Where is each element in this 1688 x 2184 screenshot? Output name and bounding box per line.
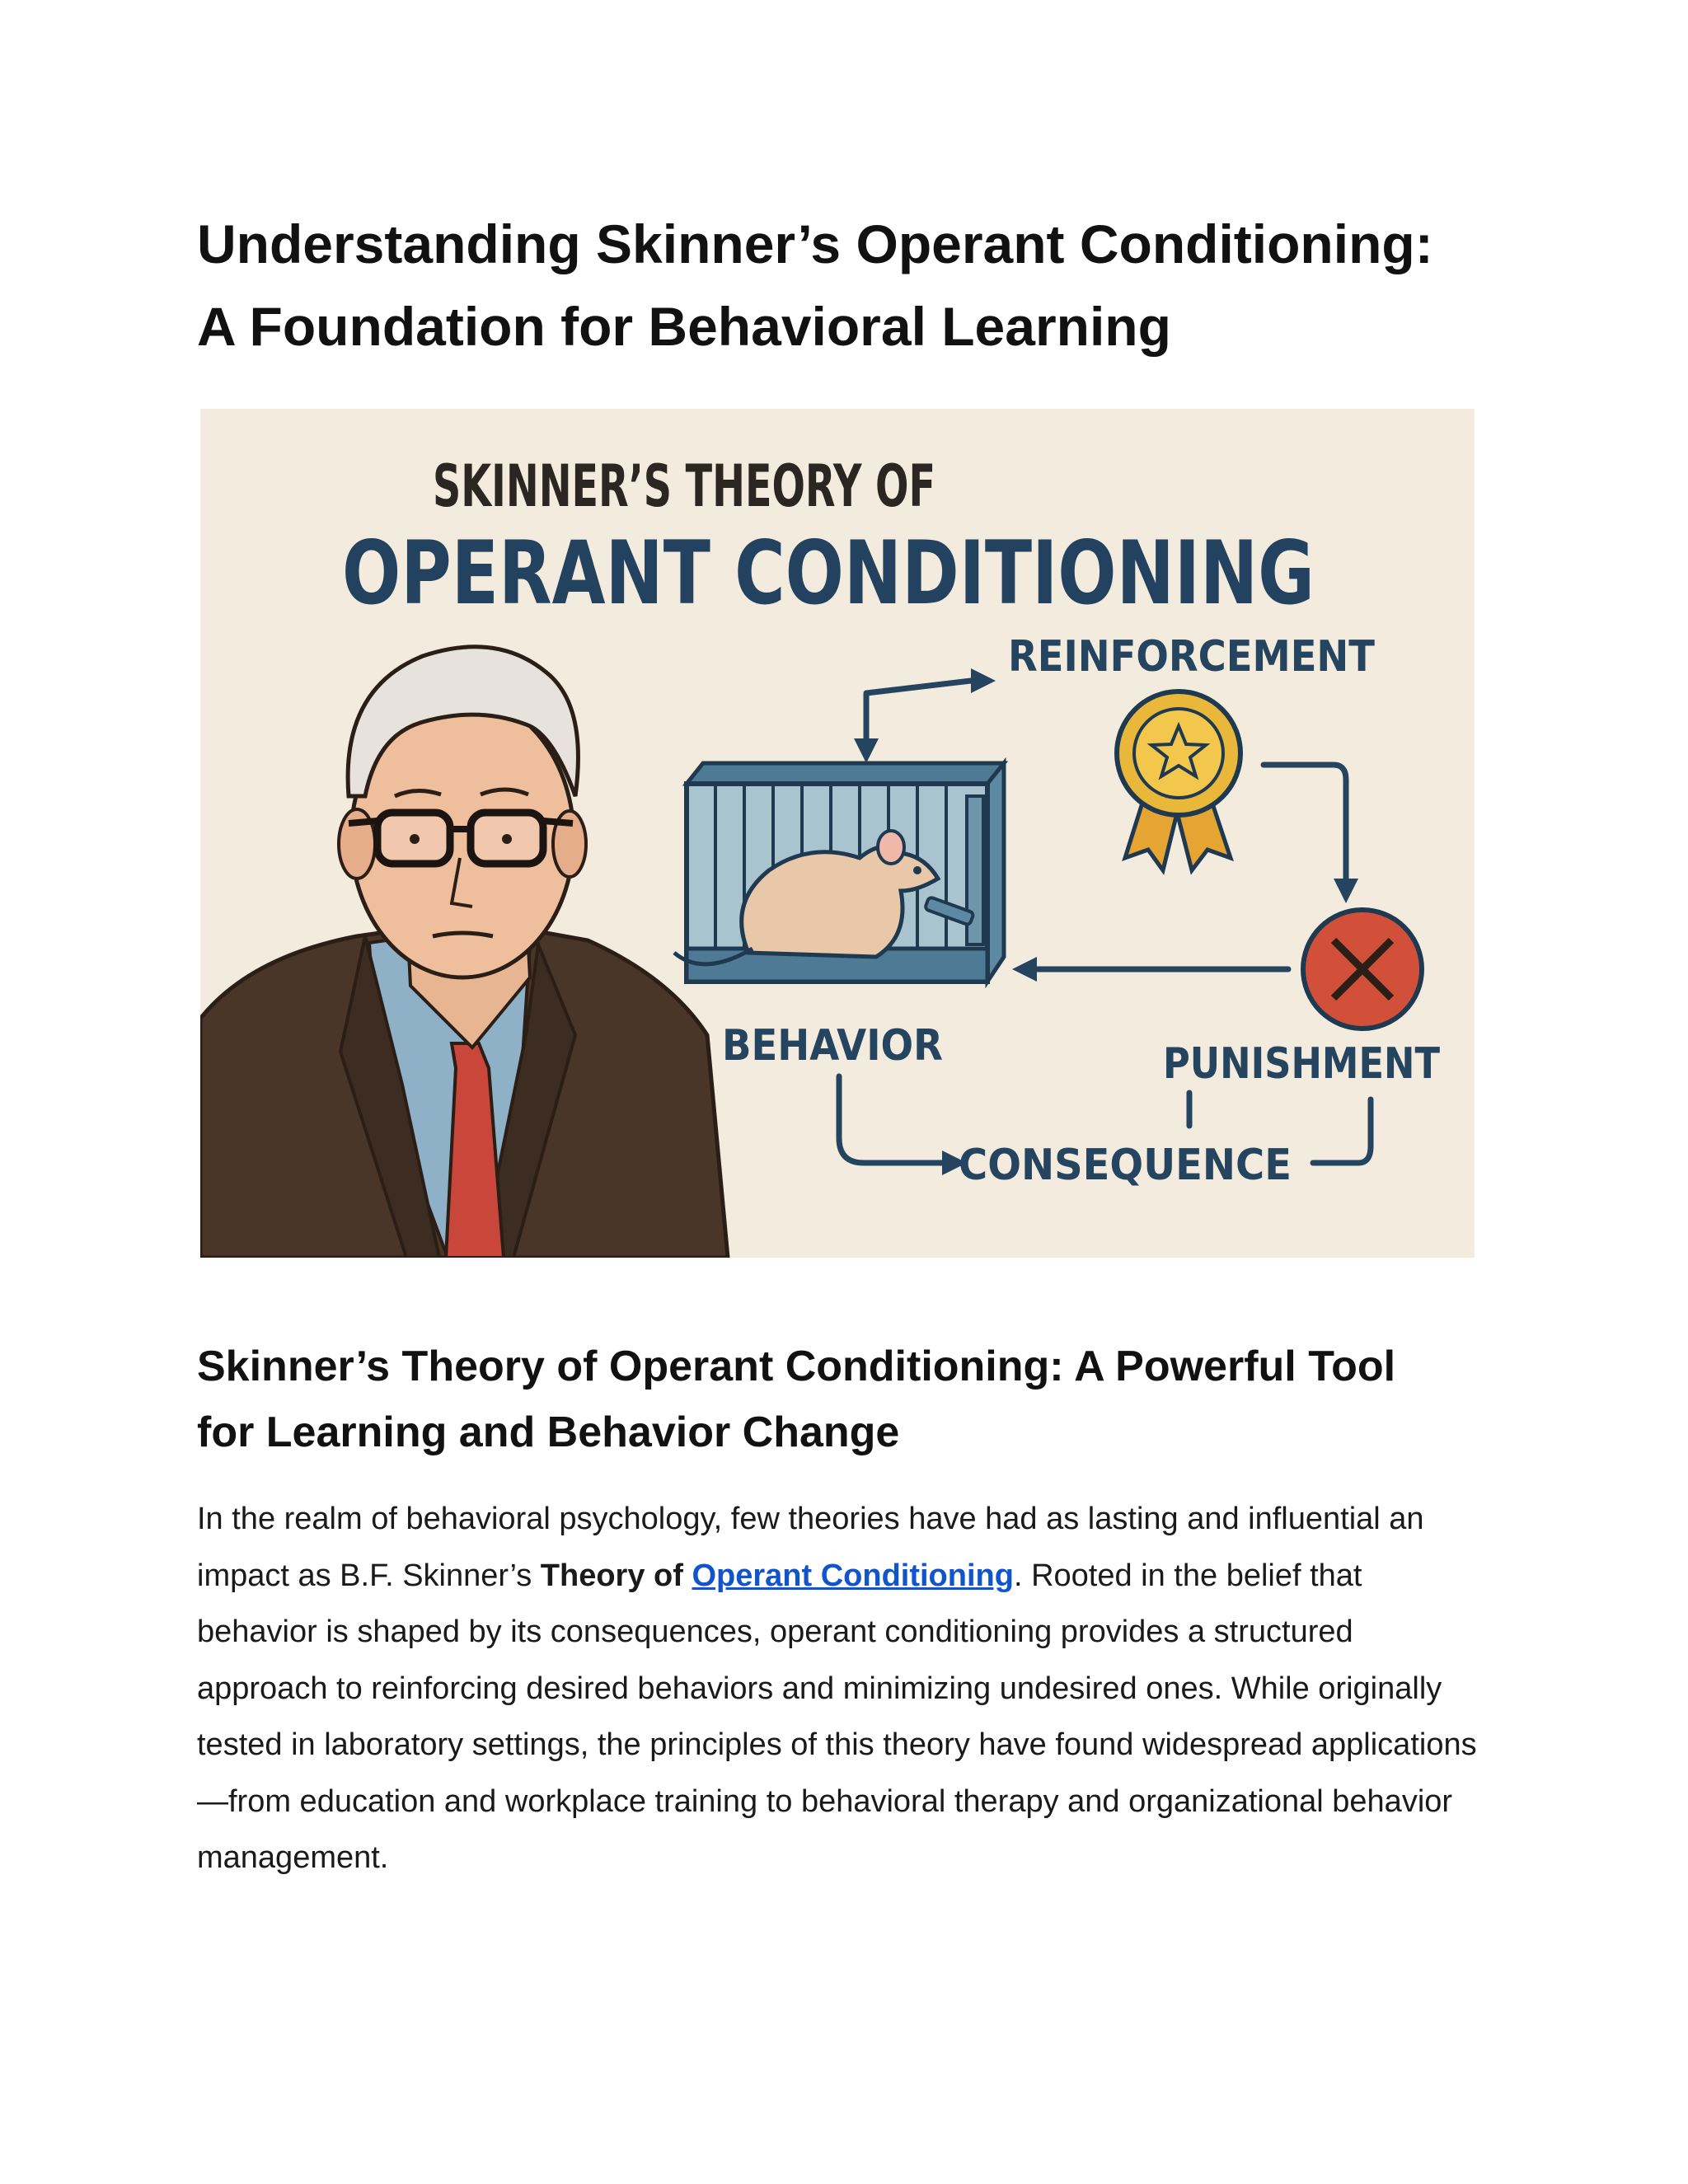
page-title-line-1: Understanding Skinner’s Operant Conditioning: — [197, 213, 1433, 274]
operant-conditioning-link[interactable]: Operant Conditioning — [692, 1558, 1014, 1593]
label-reinforcement: REINFORCEMENT — [1008, 632, 1376, 682]
portrait-illustration — [200, 647, 728, 1258]
rat-cage-icon — [674, 763, 1004, 982]
section-heading — [197, 1333, 1549, 1465]
label-behavior: BEHAVIOR — [722, 1021, 943, 1071]
label-punishment: PUNISHMENT — [1163, 1039, 1441, 1089]
infographic-image — [200, 409, 1475, 1258]
section-heading-line-1: Skinner’s Theory of Operant Conditioning: A Powerful Tool — [197, 1343, 1396, 1390]
paragraph-text-start: In the realm of behavioral psychology, few theories have had as lasting and influential an impact as B.F. Skinner’s — [197, 1502, 1424, 1593]
intro-paragraph — [197, 1491, 1483, 1886]
page-title-line-2: A Foundation for Behavioral Learning — [197, 296, 1171, 357]
section-heading-line-2: for Learning and Behavior Change — [197, 1408, 900, 1456]
x-circle-icon — [1303, 910, 1422, 1029]
paragraph-bold-text: Theory of — [540, 1558, 692, 1593]
medal-icon — [1117, 691, 1240, 870]
page-title — [197, 203, 1549, 368]
infographic-heading-line-2: OPERANT CONDITIONING — [342, 523, 1315, 624]
paragraph-text-end: . Rooted in the belief that behavior is shaped by its consequences, operant conditioning provides a structured approach to reinforcing desired behaviors and minimizing undesired ones. While originally tested in laboratory settings, the principles of this theory have found widespread applications—from education and workplace training to behavioral therapy and organizational behavior management. — [197, 1558, 1477, 1875]
label-consequence: CONSEQUENCE — [959, 1141, 1292, 1190]
infographic-heading-line-1: SKINNER’S THEORY OF — [433, 452, 935, 520]
